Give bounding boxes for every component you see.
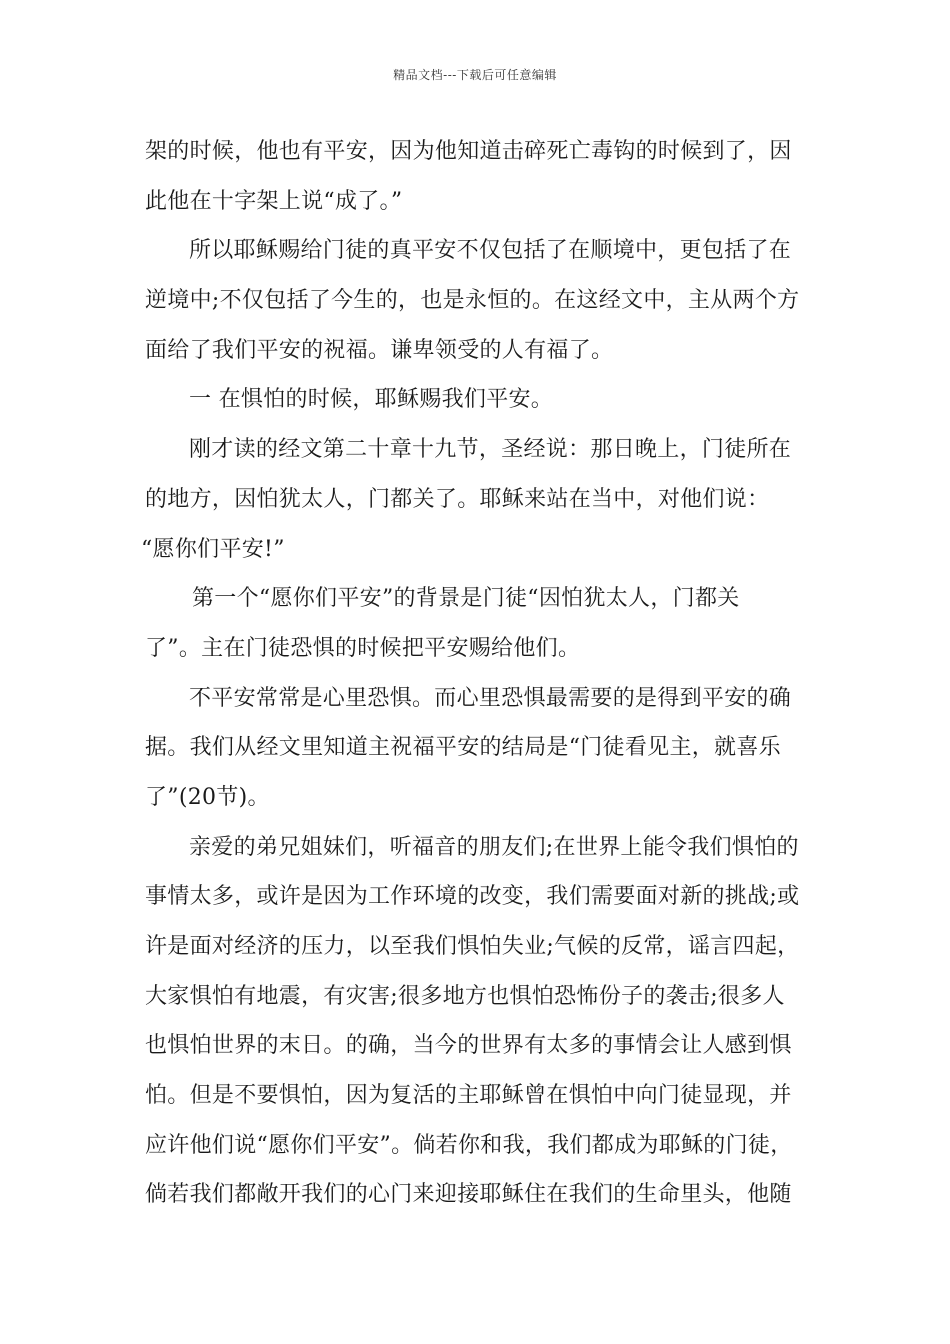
paragraph-start-line: 所以耶稣赐给门徒的真平安不仅包括了在顺境中，更包括了在 <box>189 238 792 264</box>
paragraph-start-line: 刚才读的经文第二十章十九节，圣经说：那日晚上，门徒所在 <box>189 437 792 463</box>
paragraph-start-line: 亲爱的弟兄姐妹们，听福音的朋友们;在世界上能令我们惧怕的 <box>189 834 799 860</box>
text-line: 架的时候，他也有平安，因为他知道击碎死亡毒钩的时候到了，因 <box>145 139 792 164</box>
text-line: 大家惧怕有地震，有灾害;很多地方也惧怕恐怖份子的袭击;很多人 <box>145 983 785 1009</box>
text-line: 怕。但是不要惧怕，因为复活的主耶稣曾在惧怕中向门徒显现，并 <box>145 1083 792 1109</box>
text-line: 了”(20节)。 <box>145 784 270 810</box>
document-body <box>141 131 825 1224</box>
page-header: 精品文档---下载后可任意编辑 <box>393 68 557 82</box>
text-line: 应许他们说“愿你们平安”。倘若你和我，我们都成为耶稣的门徒， <box>145 1132 793 1158</box>
section-heading: 一 在惧怕的时候，耶稣赐我们平安。 <box>189 387 554 413</box>
text-line: “愿你们平安!” <box>141 536 285 562</box>
text-line: 此他在十字架上说“成了。” <box>145 188 403 214</box>
text-line: 的地方，因怕犹太人，门都关了。耶稣来站在当中，对他们说： <box>145 486 770 512</box>
paragraph-start-line: 不平安常常是心里恐惧。而心里恐惧最需要的是得到平安的确 <box>189 685 792 711</box>
text-line: 了”。主在门徒恐惧的时候把平安赐给他们。 <box>145 635 581 661</box>
text-line: 许是面对经济的压力，以至我们惧怕失业;气候的反常，谣言四起， <box>145 934 800 959</box>
paragraph-start-line: 第一个“愿你们平安”的背景是门徒“因怕犹太人，门都关 <box>192 586 740 612</box>
text-line: 逆境中;不仅包括了今生的，也是永恒的。在这经文中，主从两个方 <box>145 288 800 314</box>
text-line: 面给了我们平安的祝福。谦卑领受的人有福了。 <box>145 337 614 363</box>
text-line: 事情太多，或许是因为工作环境的改变，我们需要面对新的挑战;或 <box>145 884 800 910</box>
text-line: 倘若我们都敞开我们的心门来迎接耶稣住在我们的生命里头，他随 <box>145 1182 792 1208</box>
text-line: 据。我们从经文里知道主祝福平安的结局是“门徒看见主，就喜乐 <box>145 735 781 761</box>
text-line: 也惧怕世界的末日。的确，当今的世界有太多的事情会让人感到惧 <box>145 1033 792 1059</box>
